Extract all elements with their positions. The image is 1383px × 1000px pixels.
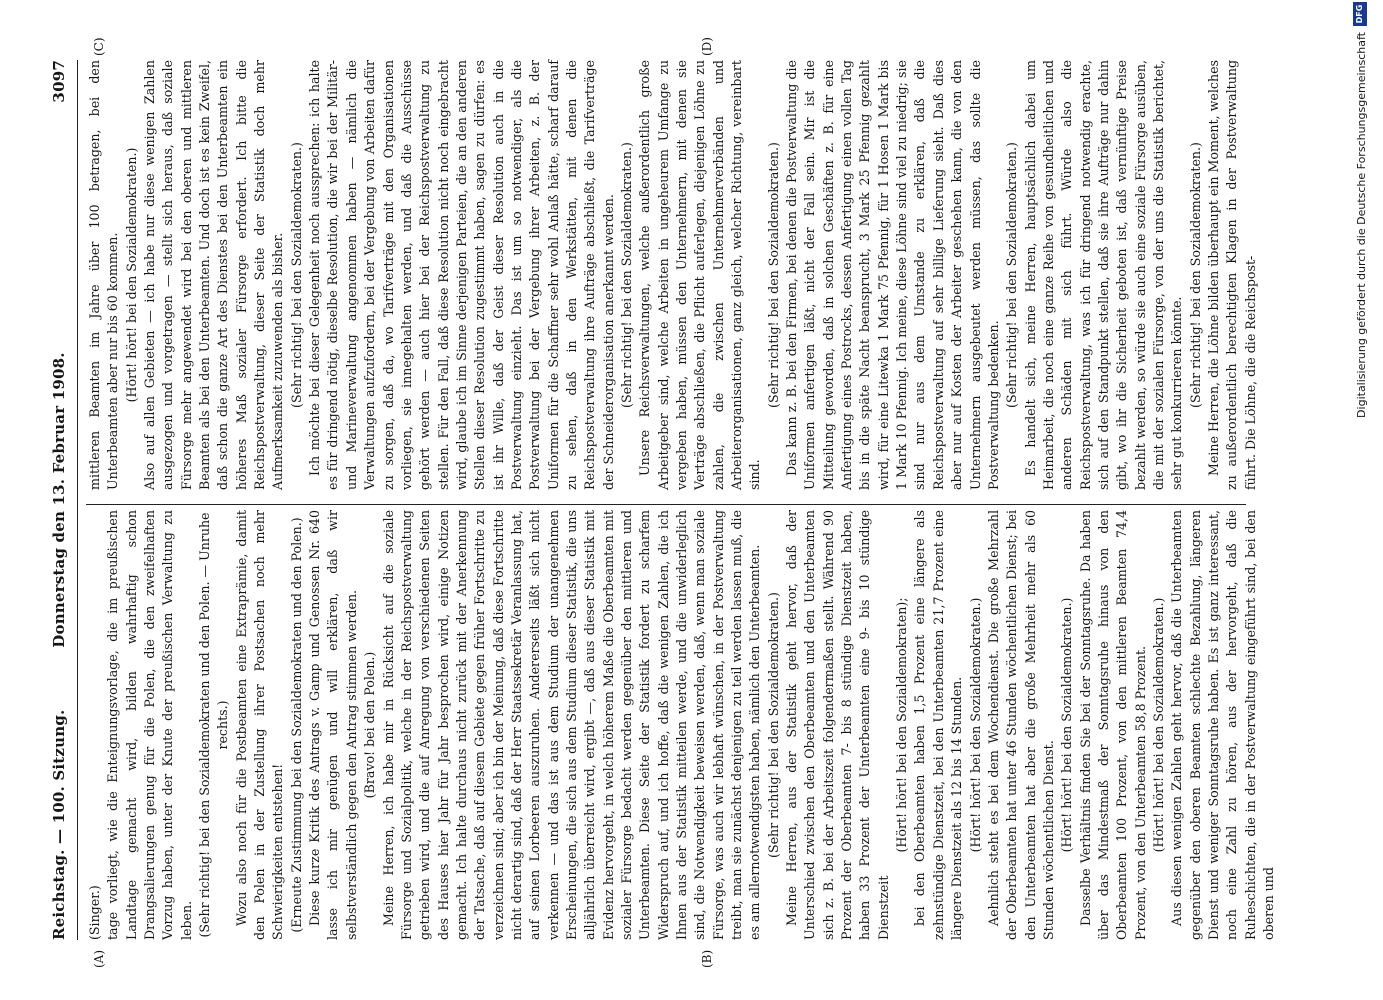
interjection: (Sehr richtig! bei den Sozialdemokraten.) [618, 142, 634, 408]
paragraph: Meine Herren, aus der Statistik geht hervor, daß der Unterschied zwischen den Oberbeamten und den Unterbeamten sich z. B. bei der Arbeitszeit folgendermaßen stellt. Während 90 Prozent der Oberbeamten 7- bis 8 stündige Dienstzeit haben, haben 33 Prozent der Unterbeamten eine 9- bis 10 stündige Dienstzeit [784, 510, 891, 940]
digitization-credit [1352, 2, 1374, 998]
page-number: 3097 [50, 60, 68, 103]
interjection: (Sehr richtig! bei den Sozialdemokraten.) [1187, 142, 1203, 408]
paragraph: Diese kurze Kritik des Antrags v. Gamp und Genossen Nr. 640 lasse ich mir genügen und will erklären, daß wir selbstverständlich gegen den Antrag stimmen werden. [307, 510, 359, 940]
paragraph: mittleren Beamten im Jahre über 100 betragen, bei den Unterbeamten aber nur bis 60 kommen. [87, 60, 121, 490]
page-header [50, 60, 76, 940]
margin-marker-b: (B) [700, 949, 714, 968]
interjection: (Hört! hört! bei den Sozialdemokraten.) [1059, 597, 1075, 853]
header-center: Donnerstag den 13. Februar 1908. [50, 352, 68, 648]
interjection: (Sehr richtig! bei den Sozialdemokraten.) [765, 592, 781, 858]
paragraph: tage vorliegt, wie die Enteignungsvorlage, die im preußischen Landtage gemacht wird, bilden wahrhaftig schon Drangsalierungen genug für die Polen, die den zweifelhaften Vorzug haben, unter der Knute der preußischen Verwaltung zu leben. [105, 510, 194, 940]
interjection: (Sehr richtig! bei den Sozialdemokraten und den Polen. — Unruhe rechts.) [197, 512, 231, 938]
header-rule [77, 60, 78, 940]
paragraph: bei den Oberbeamten haben 1,5 Prozent eine längere als zehnstündige Dienstzeit, bei den Unterbeamten 21,7 Prozent eine längere Dienstzeit als 12 bis 14 Stunden. [912, 510, 965, 940]
paragraph: Wozu also noch für die Postbeamten eine Extraprämie, damit den Polen in der Zustellung ihrer Postsachen noch mehr Schwierigkeiten entstehen! [233, 510, 286, 940]
interjection: (Sehr richtig! bei den Sozialdemokraten.) [765, 142, 781, 408]
paragraph: Das kann z. B. bei den Firmen, bei denen die Postverwaltung die Uniformen anfertigen läßt, nicht der Fall sein. Mir ist die Mitteilung geworden, daß in solchen Geschäften z. B. für eine Anfertigung eines Postrocks, dessen Anfertigung einen vollen Tag bis in die späte Nacht beansprucht, 3 Mark 25 Pfennig gezahlt wird, für eine Litewka 1 Mark 75 Pfennig, für 1 Hosen 1 Mark bis 1 Mark 10 Pfennig. Ich meine, diese Löhne sind viel zu niedrig; sie sind nur aus dem Umstande zu erklären, daß die Reichspostverwaltung auf sehr billige Lieferung sieht. Daß dies aber nur auf Kosten der Arbeiter geschehen kann, die von den Unternehmern ausgebeutet werden müssen, das sollte die Postverwaltung bedenken. [784, 60, 1001, 490]
interjection: (Hört! hört! bei den Sozialdemokraten.) [1150, 597, 1166, 853]
right-column [86, 60, 1258, 490]
paragraph: Dasselbe Verhältnis finden Sie bei der Sonntagsruhe. Da haben über das Mindestmaß der Sonntagsruhe hinaus von den Oberbeamten 100 Prozent, von den mittleren Beamten 74,4 Prozent, von den Unterbeamten 58,8 Prozent. [1077, 510, 1148, 940]
interjection: (Bravo! bei den Polen.) [362, 651, 378, 799]
left-column [86, 510, 1276, 940]
paragraph: Meine Herren, ich habe mir in Rücksicht auf die soziale Fürsorge und Sozialpolitik, welche in der Reichspostverwaltung getrieben wird, und die auf Anregung von verschiedenen Seiten des Hauses hier Jahr für Jahr besprochen wird, einige Notizen gemacht. Ich halte durchaus nicht zurück mit der Anerkennung der Tatsache, daß auf diesem Gebiete gegen früher Fortschritte zu verzeichnen sind; aber ich bin der Meinung, daß diese Fortschritte nicht derartig sind, daß der Herr Staatssekretär Veranlassung hat, auf seinen Lorbeeren auszuruhen. Andererseits läßt sich nicht verkennen — und das ist aus dem Studium der unangenehmen Erscheinungen, die sich aus dem Studium dieser Statistik, die uns alljährlich überreicht wird, ergibt —, daß aus dieser Statistik mit Evidenz hervorgeht, in welch höherem Maße die Oberbeamten mit sozialer Fürsorge bedacht werden gegenüber den mittleren und Unterbeamten. Diese Seite der Statistik fordert zu scharfem Widerspruch auf, und ich hoffe, daß die wenigen Zahlen, die ich Ihnen aus der Statistik mitteilen werde, und die unwiderleglich sind, die Notwendigkeit beweisen werden, daß, wenn man soziale Fürsorge, was auch wir lebhaft wünschen, in der Postverwaltung treibt, man sie zunächst denjenigen zu teil werden lassen muß, die es am allernotwendigsten haben, nämlich den Unterbeamten. [380, 510, 763, 940]
interjection: (Hört! hört! bei den Sozialdemokraten); [894, 597, 910, 853]
margin-marker-a: (A) [92, 949, 106, 968]
credit-text: Digitalisierung gefördert durch die Deutsche Forschungsgemeinschaft [1355, 32, 1368, 418]
interjection: (Hört! hört! bei den Sozialdemokraten.) [123, 147, 139, 403]
paragraph: Es handelt sich, meine Herren, hauptsächlich dabei um Heimarbeit, die noch eine ganze Reihe von gesundheitlichen und anderen Schäden mit sich führt. Würde also die Reichspostverwaltung, was ich für dringend notwendig erachte, sich auf den Standpunkt stellen, daß sie ihre Aufträge nur dahin gibt, wo ihr die Sicherheit geboten ist, daß vernünftige Preise bezahlt werden, so würde sie auch eine soziale Fürsorge ausüben, die mit der sozialen Fürsorge, von der uns die Statistik berichtet, sehr gut konkurrieren könnte. [1022, 60, 1185, 490]
header-left: Reichstag. — 100. Sitzung. [50, 709, 68, 940]
column-divider [86, 504, 1246, 505]
speaker-tag: (Singer.) [87, 885, 102, 940]
dfg-logo: DFG [1353, 2, 1367, 26]
paragraph: Aehnlich steht es bei dem Wochendienst. Die große Mehrzahl der Oberbeamten hat unter 46 Stunden wöchentlichen Dienst; bei den Unterbeamten hat aber die große Mehrheit mehr als 60 Stunden wöchentlichen Dienst. [985, 510, 1056, 940]
paragraph: Meine Herren, die Löhne bilden überhaupt ein Moment, welches zu außerordentlich berechtigten Klagen in der Postverwaltung führt. Die Löhne, die die Reichspost- [1205, 60, 1258, 490]
interjection: (Sehr richtig! bei den Sozialdemokraten.) [1004, 142, 1020, 408]
margin-marker-d: (D) [700, 37, 714, 56]
paragraph: Also auf allen Gebieten — ich habe nur diese wenigen Zahlen ausgezogen und vorgetragen — stellt sich heraus, daß soziale Fürsorge mehr angewendet wird bei den oberen und mittleren Beamten als bei den Unterbeamten. Und doch ist es kein Zweifel, daß schon die ganze Art des Dienstes bei den Unterbeamten ein höheres Maß sozialer Fürsorge erfordert. Ich bitte die Reichspostverwaltung, dieser Seite der Statistik doch mehr Aufmerksamkeit zuzuwenden als bisher. [142, 60, 286, 490]
paragraph: Unsere Reichsverwaltungen, welche außerordentlich große Arbeitgeber sind, welche Arbeiten in ungeheurem Umfange zu vergeben haben, müssen den Unternehmern, mit denen sie Verträge abschließen, die Pflicht auferlegen, diejenigen Löhne zu zahlen, die zwischen Unternehmerverbänden und Arbeiterorganisationen, ganz gleich, welcher Richtung, vereinbart sind. [637, 60, 763, 490]
paragraph: Ich möchte bei dieser Gelegenheit noch aussprechen: ich halte es für dringend nötig, dieselbe Resolution, die wir bei der Militär- und Marineverwaltung angenommen haben — nämlich die Verwaltungen aufzufordern, bei der Vergebung von Arbeiten dafür zu sorgen, daß da, wo Tarifverträge mit den Organisationen vorliegen, sie innegehalten werden, und daß die Ausschüsse gehört werden — auch hier bei der Reichspostverwaltung zu stellen. Für den Fall, daß diese Resolution nicht noch eingebracht wird, glaube ich im Sinne derjenigen Parteien, die an den anderen Stellen dieser Resolution zugestimmt haben, sagen zu dürfen: es ist ihr Wille, daß der Geist dieser Resolution auch in die Postverwaltung einzieht. Das ist um so notwendiger, als die Postverwaltung bei der Vergebung ihrer Arbeiten, z. B. der Uniformen für die Schaffner sehr wohl Anlaß hätte, scharf darauf zu sehen, daß in den Werkstätten, mit denen die Reichspostverwaltung ihre Aufträge abschließt, die Tarifverträge der Schneiderorganisation anerkannt werden. [307, 60, 616, 490]
interjection: (Erneute Zustimmung bei den Sozialdemokraten und den Polen.) [288, 517, 304, 933]
interjection: (Sehr richtig! bei den Sozialdemokraten.) [288, 142, 304, 408]
paragraph: Aus diesen wenigen Zahlen geht hervor, daß die Unterbeamten gegenüber den oberen Beamten schlechte Bezahlung, längeren Dienst und weniger Sonntagsruhe haben. Es ist ganz interessant, noch eine Zahl zu hören, aus der hervorgeht, daß die Ruheschichten, die in der Postverwaltung eingeführt sind, bei den oberen und [1169, 510, 1276, 940]
interjection: (Hört! hört! bei den Sozialdemokraten.) [967, 597, 983, 853]
margin-marker-c: (C) [92, 37, 106, 56]
